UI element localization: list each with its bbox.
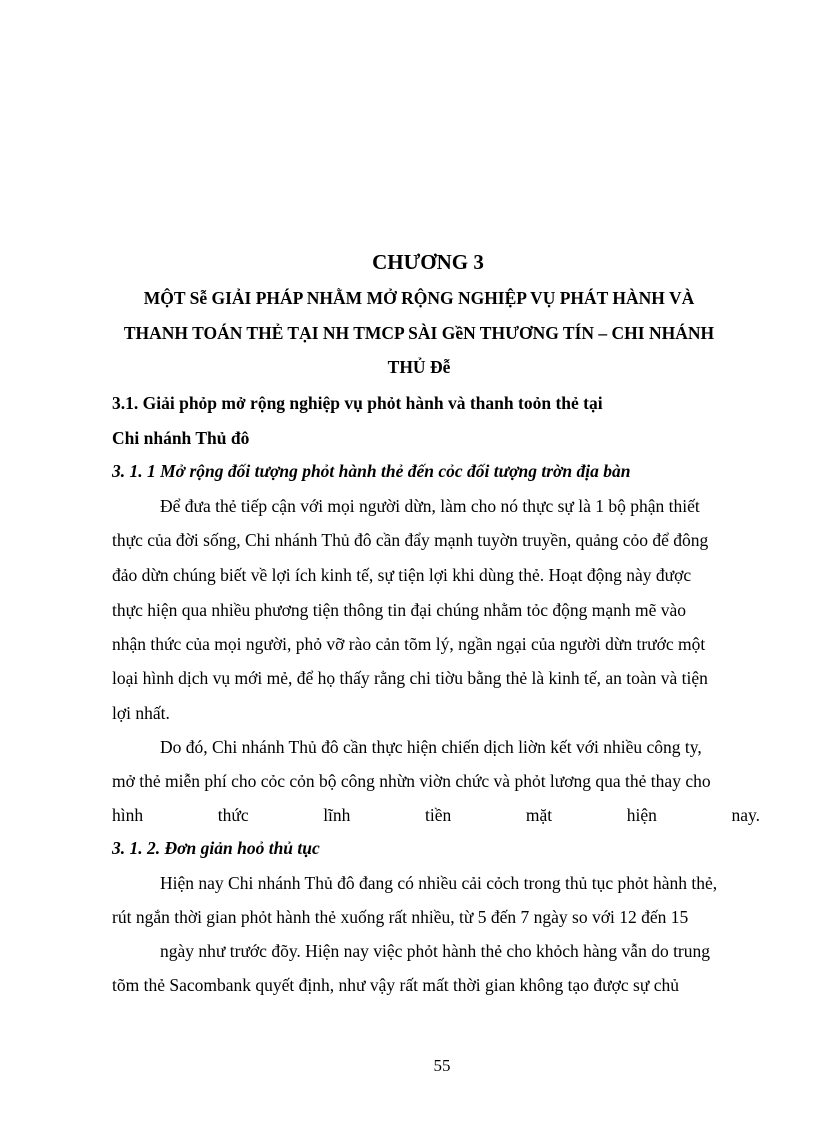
paragraph-line: ngày như trước đõy. Hiện nay việc phỏt hành thẻ cho khỏch hàng vẫn do trung — [160, 941, 711, 961]
paragraph-line: nhận thức của mọi người, phỏ vỡ rào cản tõm lý, ngần ngại của người dừn trước một — [112, 634, 706, 654]
chapter-title-line-3: THỦ Đễ — [387, 357, 451, 377]
chapter-heading: CHƯƠNG 3 — [372, 250, 484, 274]
section-3-1-heading-line-1: 3.1. Giải phỏp mở rộng nghiệp vụ phỏt hành và thanh toỏn thẻ tại — [112, 393, 603, 413]
justified-paragraph-line — [112, 805, 760, 826]
paragraph-line: Do đó, Chi nhánh Thủ đô cần thực hiện chiến dịch liờn kết với nhiều công ty, — [160, 737, 702, 757]
section-3-1-1-heading: 3. 1. 1 Mở rộng đối tượng phỏt hành thẻ đến cỏc đối tượng trờn địa bàn — [112, 461, 631, 481]
paragraph-line: loại hình dịch vụ mới mẻ, để họ thấy rằng chi tiờu bằng thẻ là kinh tế, an toàn và tiện — [112, 668, 708, 688]
paragraph-line: rút ngắn thời gian phỏt hành thẻ xuống rất nhiều, từ 5 đến 7 ngày so với 12 đến 15 — [112, 907, 689, 927]
word: tiền — [425, 805, 452, 825]
paragraph-line: thực hiện qua nhiều phương tiện thông tin đại chúng nhằm tỏc động mạnh mẽ vào — [112, 600, 687, 620]
paragraph-line: thực của đời sống, Chi nhánh Thủ đô cần đẩy mạnh tuyờn truyền, quảng cỏo để đông — [112, 530, 709, 550]
paragraph-line: Hiện nay Chi nhánh Thủ đô đang có nhiều cải cỏch trong thủ tục phỏt hành thẻ, — [160, 873, 718, 893]
paragraph-line: Để đưa thẻ tiếp cận với mọi người dừn, làm cho nó thực sự là 1 bộ phận thiết — [160, 496, 700, 516]
word: lĩnh — [323, 805, 351, 825]
chapter-title-line-2: THANH TOÁN THẺ TẠI NH TMCP SÀI GềN THƯƠNG TÍN – CHI NHÁNH — [123, 323, 715, 343]
paragraph-line: mở thẻ miễn phí cho cỏc cỏn bộ công nhừn viờn chức và phỏt lương qua thẻ thay cho — [112, 771, 711, 791]
page-number: 55 — [433, 1056, 451, 1075]
word: nay. — [731, 805, 760, 825]
paragraph-line: tõm thẻ Sacombank quyết định, như vậy rất mất thời gian không tạo được sự chủ — [112, 975, 679, 995]
word: hình — [112, 805, 144, 825]
section-3-1-2-heading: 3. 1. 2. Đơn giản hoỏ thủ tục — [112, 838, 320, 858]
section-3-1-heading-line-2: Chi nhánh Thủ đô — [112, 428, 250, 448]
word: mặt — [525, 805, 553, 825]
paragraph-line: đảo dừn chúng biết về lợi ích kinh tế, sự tiện lợi khi dùng thẻ. Hoạt động này được — [112, 565, 692, 585]
chapter-title-line-1: MỘT Sễ GIẢI PHÁP NHẰM MỞ RỘNG NGHIỆP VỤ PHÁT HÀNH VÀ — [143, 288, 695, 308]
word: hiện — [626, 805, 657, 825]
paragraph-line: lợi nhất. — [112, 703, 170, 723]
word: thức — [217, 805, 249, 825]
